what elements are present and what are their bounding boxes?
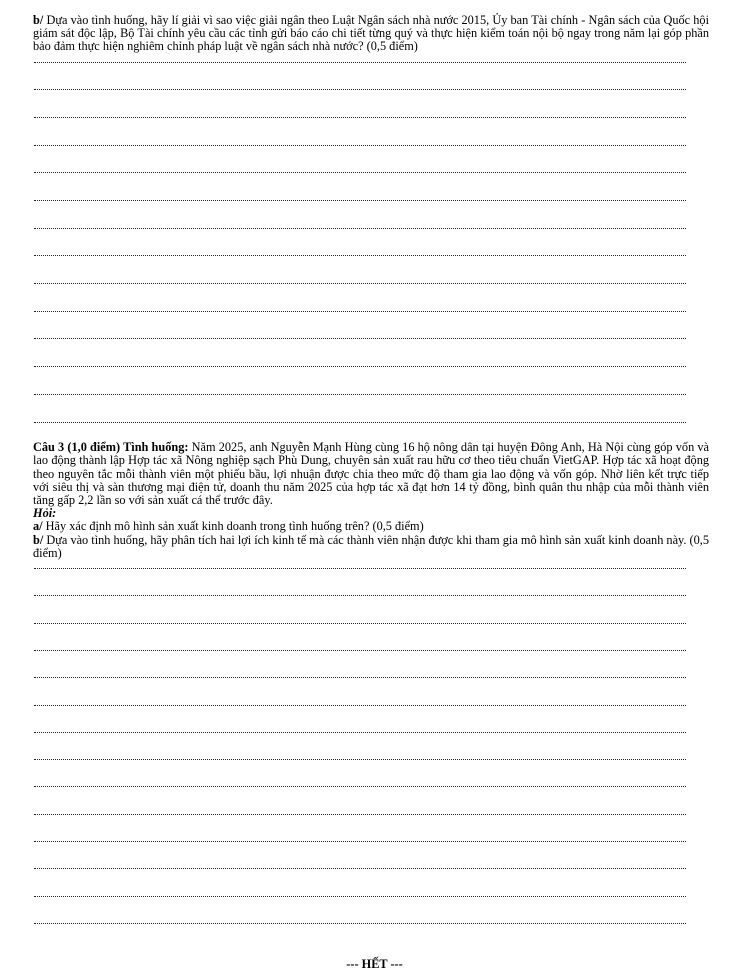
answer-line <box>34 337 686 339</box>
question-3a-text: Hãy xác định mô hình sản xuất kinh doanh trong tình huống trên? (0,5 điểm) <box>45 519 424 534</box>
answer-line <box>34 785 686 787</box>
answer-lines-1 <box>33 61 709 423</box>
exam-page <box>33 14 709 949</box>
answer-line <box>34 567 686 569</box>
answer-line <box>34 704 686 706</box>
answer-line <box>34 88 686 90</box>
question-3 <box>33 441 709 507</box>
answer-line <box>34 731 686 733</box>
answer-line <box>34 393 686 395</box>
answer-line <box>34 61 686 63</box>
answer-line <box>34 282 686 284</box>
answer-line <box>34 594 686 596</box>
answer-line <box>34 144 686 146</box>
question-2b-label: b/ <box>33 13 44 27</box>
end-marker: --- HẾT --- <box>346 957 403 971</box>
answer-line <box>34 813 686 815</box>
question-3-heading: Câu 3 (1,0 điểm) Tình huống: <box>33 440 189 455</box>
answer-line <box>34 622 686 624</box>
answer-line <box>34 171 686 173</box>
answer-line <box>34 676 686 678</box>
answer-line <box>34 310 686 312</box>
answer-line <box>34 840 686 842</box>
question-3-text: Năm 2025, anh Nguyễn Mạnh Hùng cùng 16 hộ nông dân tại huyện Đông Anh, Hà Nội cùng góp vốn và lao động thành lập Hợp tác xã Nông nghiệp sạch Phù Dung, chuyên sản xuất rau hữu cơ theo tiêu chuẩn VietGAP. Hợp tác xã hoạt động theo nguyên tắc mỗi thành viên một phiếu bầu, lợi nhuận được chia theo mức độ tham gia lao động và vốn góp. Nhờ liên kết trực tiếp với siêu thị và sàn thương mại điện tử, doanh thu năm 2025 của hợp tác xã đạt hơn 14 tỷ đồng, bình quân thu nhập của mỗi thành viên tăng gấp 2,2 lần so với sản xuất cá thể trước đây. <box>33 440 710 508</box>
answer-line <box>34 649 686 651</box>
answer-line <box>34 227 686 229</box>
question-3-hoi: Hỏi: <box>33 506 57 521</box>
answer-line <box>34 199 686 201</box>
answer-line <box>34 867 686 869</box>
answer-line <box>34 895 686 897</box>
answer-line <box>34 365 686 367</box>
question-3a-label: a/ <box>33 519 43 534</box>
answer-line <box>34 758 686 760</box>
question-2b-text: Dựa vào tình huống, hãy lí giải vì sao việc giải ngân theo Luật Ngân sách nhà nước 2015, Ủy ban Tài chính - Ngân sách của Quốc hội giám sát độc lập, Bộ Tài chính yêu cầu các tỉnh gửi báo cáo chi tiết từng quý và thực hiện kiểm toán nội bộ ngay trong năm lại góp phần bảo đảm thực hiện nghiêm chỉnh pháp luật về ngân sách nhà nước? (0,5 điểm) <box>33 13 709 54</box>
answer-line <box>34 116 686 118</box>
answer-line <box>34 254 686 256</box>
answer-lines-2 <box>33 567 709 924</box>
question-3b-text: Dựa vào tình huống, hãy phân tích hai lợi ích kinh tế mà các thành viên nhận được khi tham gia mô hình sản xuất kinh doanh này. (0,5 điểm) <box>33 532 710 560</box>
question-2b <box>33 14 709 54</box>
question-3b <box>33 534 709 560</box>
answer-line <box>34 922 686 924</box>
answer-line <box>34 421 686 423</box>
question-3b-label: b/ <box>33 532 44 547</box>
